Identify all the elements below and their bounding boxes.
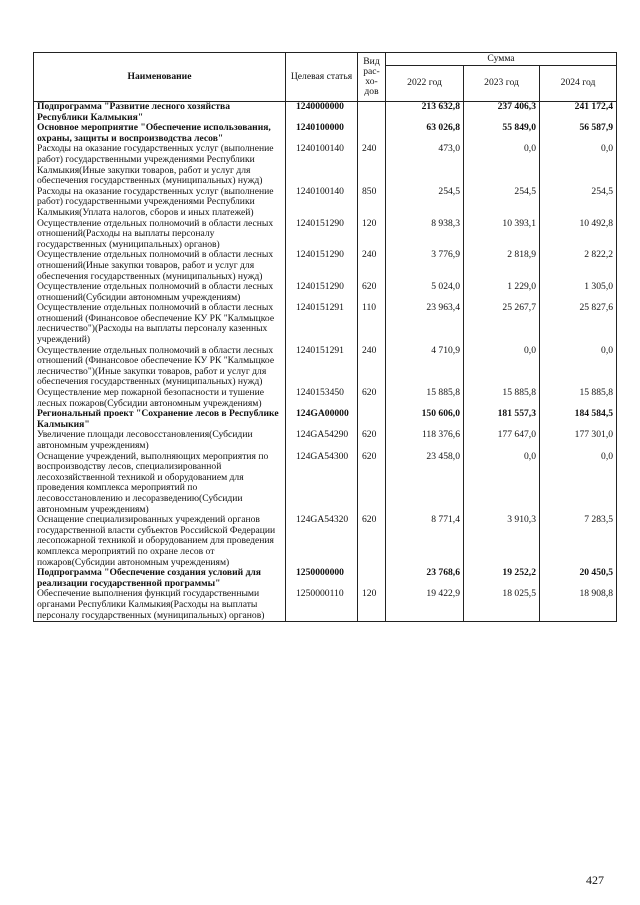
row-expense-type: 620: [358, 430, 386, 451]
row-expense-type: 850: [358, 187, 386, 219]
row-value-2022: 8 938,3: [386, 219, 464, 251]
row-name: Увеличение площади лесовосстановления(Субсидии автономным учреждениям): [34, 430, 286, 451]
row-value-2023: 55 849,0: [464, 123, 540, 144]
row-target-code: 1240151291: [286, 303, 358, 345]
row-target-code: 124GA00000: [286, 409, 358, 430]
row-value-2024: 56 587,9: [540, 123, 617, 144]
row-value-2022: 23 768,6: [386, 568, 464, 589]
row-value-2024: 2 822,2: [540, 250, 617, 282]
row-value-2022: 254,5: [386, 187, 464, 219]
row-name: Подпрограмма "Обеспечение создания условий для реализации государственной программы": [34, 568, 286, 589]
row-value-2023: 0,0: [464, 346, 540, 388]
row-value-2024: 1 305,0: [540, 282, 617, 303]
header-2024: 2024 год: [540, 66, 617, 102]
row-name: Осуществление отдельных полномочий в области лесных отношений (Финансовое обеспечение КУ РК "Калмыцкое лесничество")(Расходы на выплаты персоналу казенных учреждений): [34, 303, 286, 345]
row-value-2024: 241 172,4: [540, 102, 617, 124]
row-expense-type: 620: [358, 515, 386, 568]
row-name: Осуществление отдельных полномочий в области лесных отношений(Расходы на выплаты персоналу государственных (муниципальных) органов): [34, 219, 286, 251]
header-sum: Сумма: [386, 53, 617, 66]
row-value-2024: 0,0: [540, 346, 617, 388]
header-2023: 2023 год: [464, 66, 540, 102]
row-name: Подпрограмма "Развитие лесного хозяйства Республики Калмыкия": [34, 102, 286, 124]
row-value-2022: 8 771,4: [386, 515, 464, 568]
row-value-2023: 19 252,2: [464, 568, 540, 589]
row-name: Расходы на оказание государственных услуг (выполнение работ) государственными учреждениями Республики Калмыкия(Уплата налогов, сборов и иных платежей): [34, 187, 286, 219]
table-row: [34, 430, 617, 451]
header-target: Целевая статья: [286, 53, 358, 102]
row-name: Осуществление отдельных полномочий в области лесных отношений (Финансовое обеспечение КУ РК "Калмыцкое лесничество")(Иные закупки товаров, работ и услуг для обеспечения государственных (муниципальных) нужд): [34, 346, 286, 388]
table-row: [34, 568, 617, 589]
table-row: [34, 303, 617, 345]
row-expense-type: 620: [358, 452, 386, 516]
row-name: Осуществление мер пожарной безопасности и тушение лесных пожаров(Субсидии автономным учреждениям): [34, 388, 286, 409]
row-value-2022: 4 710,9: [386, 346, 464, 388]
row-target-code: 1240100000: [286, 123, 358, 144]
row-value-2024: 15 885,8: [540, 388, 617, 409]
row-value-2024: 25 827,6: [540, 303, 617, 345]
table-row: [34, 102, 617, 124]
header-2022: 2022 год: [386, 66, 464, 102]
header-name: Наименование: [34, 53, 286, 102]
row-value-2022: 118 376,6: [386, 430, 464, 451]
row-expense-type: 240: [358, 144, 386, 186]
row-expense-type: 120: [358, 589, 386, 621]
row-expense-type: 620: [358, 388, 386, 409]
row-expense-type: 240: [358, 346, 386, 388]
row-target-code: 124GA54290: [286, 430, 358, 451]
row-expense-type: 110: [358, 303, 386, 345]
row-target-code: 1240100140: [286, 187, 358, 219]
row-expense-type: 240: [358, 250, 386, 282]
row-target-code: 1240151290: [286, 219, 358, 251]
table-row: [34, 282, 617, 303]
row-value-2023: 15 885,8: [464, 388, 540, 409]
row-target-code: 124GA54320: [286, 515, 358, 568]
row-target-code: 124GA54300: [286, 452, 358, 516]
row-value-2023: 177 647,0: [464, 430, 540, 451]
row-value-2023: 18 025,5: [464, 589, 540, 621]
row-value-2022: 19 422,9: [386, 589, 464, 621]
row-value-2024: 0,0: [540, 452, 617, 516]
table-body: [34, 102, 617, 622]
table-row: [34, 409, 617, 430]
row-expense-type: [358, 409, 386, 430]
row-name: Оснащение учреждений, выполняющих мероприятия по воспроизводству лесов, специализированной лесохозяйственной техникой и оборудованием для проведения комплекса мероприятий по лесовосстановлению и лесоразведению(Субсидии автономным учреждениям): [34, 452, 286, 516]
row-expense-type: 620: [358, 282, 386, 303]
row-value-2023: 10 393,1: [464, 219, 540, 251]
row-value-2023: 0,0: [464, 144, 540, 186]
row-target-code: 1250000000: [286, 568, 358, 589]
table-row: [34, 219, 617, 251]
row-value-2024: 18 908,8: [540, 589, 617, 621]
row-value-2022: 473,0: [386, 144, 464, 186]
table-row: [34, 144, 617, 186]
table-row: [34, 515, 617, 568]
row-name: Оснащение специализированных учреждений органов государственной власти субъектов Российской Федерации лесопожарной техникой и оборудованием для проведения комплекса мероприятий по охране лесов от пожаров(Субсидии автономным учреждениям): [34, 515, 286, 568]
budget-table: [33, 52, 617, 622]
row-value-2022: 23 458,0: [386, 452, 464, 516]
row-value-2023: 181 557,3: [464, 409, 540, 430]
row-value-2022: 5 024,0: [386, 282, 464, 303]
row-name: Осуществление отдельных полномочий в области лесных отношений(Иные закупки товаров, работ и услуг для обеспечения государственных (муниципальных) нужд): [34, 250, 286, 282]
row-name: Осуществление отдельных полномочий в области лесных отношений(Субсидии автономным учреждениям): [34, 282, 286, 303]
row-value-2024: 7 283,5: [540, 515, 617, 568]
row-name: Региональный проект "Сохранение лесов в Республике Калмыкия": [34, 409, 286, 430]
page-number: 427: [586, 873, 604, 887]
row-name: Обеспечение выполнения функций государственными органами Республики Калмыкия(Расходы на выплаты персоналу государственных (муниципальных) органов): [34, 589, 286, 621]
row-value-2023: 2 818,9: [464, 250, 540, 282]
row-target-code: 1240151291: [286, 346, 358, 388]
row-value-2023: 0,0: [464, 452, 540, 516]
row-value-2024: 10 492,8: [540, 219, 617, 251]
row-expense-type: [358, 102, 386, 124]
row-value-2023: 1 229,0: [464, 282, 540, 303]
table-row: [34, 187, 617, 219]
table-row: [34, 123, 617, 144]
row-value-2023: 237 406,3: [464, 102, 540, 124]
row-expense-type: [358, 123, 386, 144]
row-value-2024: 20 450,5: [540, 568, 617, 589]
row-value-2024: 184 584,5: [540, 409, 617, 430]
row-value-2022: 23 963,4: [386, 303, 464, 345]
row-target-code: 1250000110: [286, 589, 358, 621]
table-row: [34, 250, 617, 282]
row-expense-type: 120: [358, 219, 386, 251]
row-value-2024: 254,5: [540, 187, 617, 219]
row-value-2022: 3 776,9: [386, 250, 464, 282]
table-row: [34, 452, 617, 516]
row-value-2022: 150 606,0: [386, 409, 464, 430]
row-value-2024: 177 301,0: [540, 430, 617, 451]
row-name: Расходы на оказание государственных услуг (выполнение работ) государственными учреждениями Республики Калмыкия(Иные закупки товаров, работ и услуг для обеспечения государственных (муниципальных) нужд): [34, 144, 286, 186]
header-type: Вид рас-хо-дов: [358, 53, 386, 102]
row-value-2023: 3 910,3: [464, 515, 540, 568]
row-target-code: 1240151290: [286, 250, 358, 282]
row-value-2023: 25 267,7: [464, 303, 540, 345]
row-expense-type: [358, 568, 386, 589]
row-value-2022: 63 026,8: [386, 123, 464, 144]
row-value-2024: 0,0: [540, 144, 617, 186]
row-target-code: 1240151290: [286, 282, 358, 303]
table-row: [34, 589, 617, 621]
row-target-code: 1240100140: [286, 144, 358, 186]
row-value-2023: 254,5: [464, 187, 540, 219]
row-name: Основное мероприятие "Обеспечение использования, охраны, защиты и воспроизводства лесов": [34, 123, 286, 144]
table-row: [34, 346, 617, 388]
row-target-code: 1240153450: [286, 388, 358, 409]
table-row: [34, 388, 617, 409]
row-value-2022: 15 885,8: [386, 388, 464, 409]
row-value-2022: 213 632,8: [386, 102, 464, 124]
row-target-code: 1240000000: [286, 102, 358, 124]
